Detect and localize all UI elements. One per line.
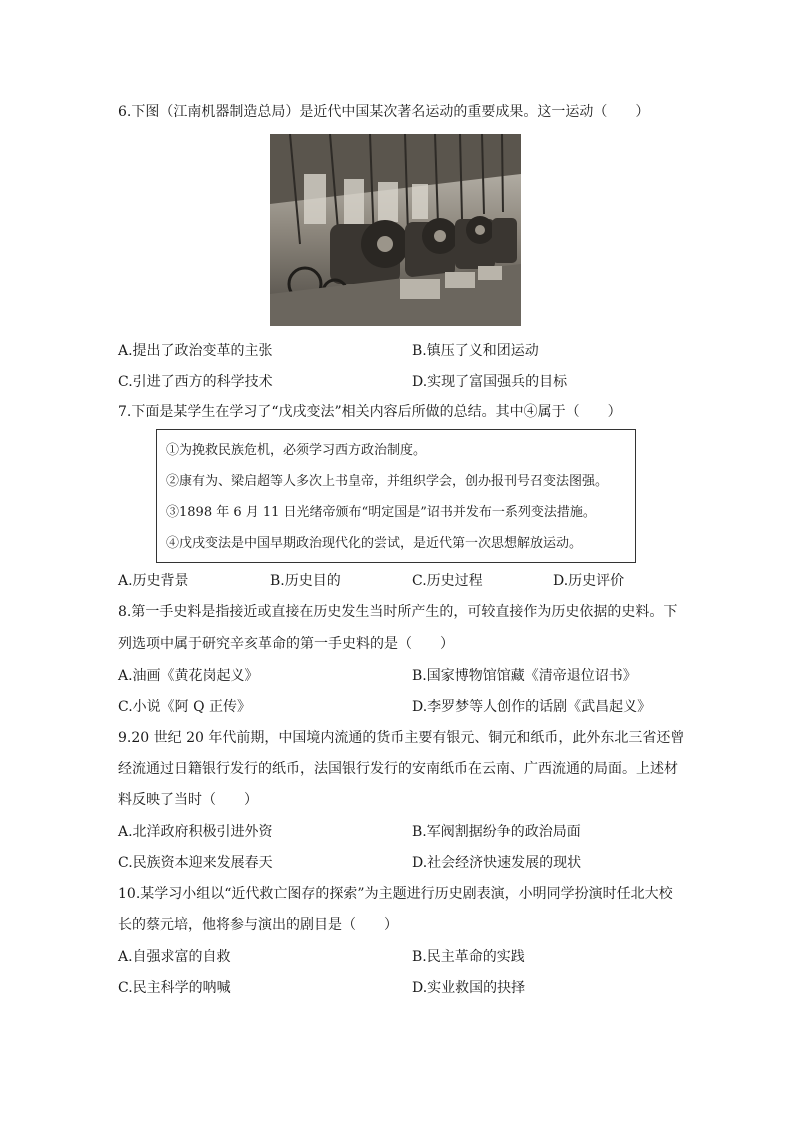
q7-box-line-2: ②康有为、梁启超等人多次上书皇帝，并组织学会，创办报刊号召变法图强。 <box>166 474 609 489</box>
q8-stem-line-2: 列选项中属于研究辛亥革命的第一手史料的是（ ） <box>118 636 454 652</box>
q7-option-d: D.历史评价 <box>553 573 625 589</box>
q7-box-line-1: ①为挽救民族危机，必须学习西方政治制度。 <box>166 443 427 458</box>
q9-option-d: D.社会经济快速发展的现状 <box>412 855 582 871</box>
q9-option-c: C.民族资本迎来发展春天 <box>118 855 273 871</box>
q9-stem-line-1: 9.20 世纪 20 年代前期，中国境内流通的货币主要有银元、铜元和纸币，此外东北三省还曾 <box>118 730 685 746</box>
q8-option-d: D.李罗梦等人创作的话剧《武昌起义》 <box>412 699 652 715</box>
q8-option-a: A.油画《黄花岗起义》 <box>118 668 259 684</box>
q7-stem: 7.下面是某学生在学习了“戊戌变法”相关内容后所做的总结。其中④属于（ ） <box>118 404 622 420</box>
q6-stem: 6.下图（江南机器制造总局）是近代中国某次著名运动的重要成果。这一运动（ ） <box>118 104 650 120</box>
q10-option-b: B.民主革命的实践 <box>412 949 525 965</box>
q7-option-a: A.历史背景 <box>118 573 189 589</box>
q10-option-c: C.民主科学的呐喊 <box>118 980 231 996</box>
q7-option-b: B.历史目的 <box>270 573 341 589</box>
q7-box-line-4: ④戊戌变法是中国早期政治现代化的尝试，是近代第一次思想解放运动。 <box>166 536 583 551</box>
q8-option-c: C.小说《阿 Q 正传》 <box>118 699 252 715</box>
factory-photo-image <box>270 134 521 326</box>
q7-option-c: C.历史过程 <box>412 573 483 589</box>
q9-stem-line-3: 料反映了当时（ ） <box>118 792 258 808</box>
q9-option-a: A.北洋政府积极引进外资 <box>118 824 273 840</box>
q10-stem-line-1: 10.某学习小组以“近代救亡图存的探索”为主题进行历史剧表演，小明同学扮演时任北大校 <box>118 886 673 902</box>
q6-option-b: B.镇压了义和团运动 <box>412 343 539 359</box>
q6-option-a: A.提出了政治变革的主张 <box>118 343 273 359</box>
q8-stem-line-1: 8.第一手史料是指接近或直接在历史发生当时所产生的，可较直接作为历史依据的史料。下 <box>118 604 678 620</box>
q10-option-a: A.自强求富的自救 <box>118 949 231 965</box>
q10-stem-line-2: 长的蔡元培，他将参与演出的剧目是（ ） <box>118 917 398 933</box>
q7-box-line-3: ③1898 年 6 月 11 日光绪帝颁布“明定国是”诏书并发布一系列变法措施。 <box>166 505 596 520</box>
q10-option-d: D.实业救国的抉择 <box>412 980 526 996</box>
q7-summary-box <box>156 429 636 563</box>
q9-stem-line-2: 经流通过日籍银行发行的纸币，法国银行发行的安南纸币在云南、广西流通的局面。上述材 <box>118 761 678 777</box>
q6-option-c: C.引进了西方的科学技术 <box>118 374 273 390</box>
q6-option-d: D.实现了富国强兵的目标 <box>412 374 568 390</box>
q8-option-b: B.国家博物馆馆藏《清帝退位诏书》 <box>412 668 637 684</box>
factory-photo <box>270 134 521 326</box>
q9-option-b: B.军阀割据纷争的政治局面 <box>412 824 581 840</box>
